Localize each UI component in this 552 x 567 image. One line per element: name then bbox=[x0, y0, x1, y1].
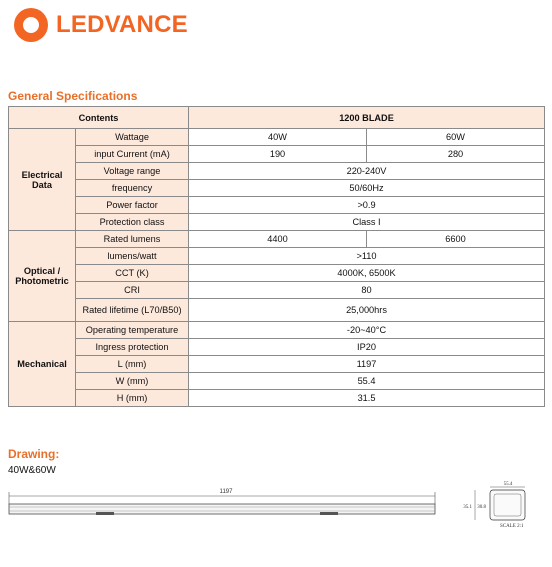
value-cell: 31.5 bbox=[189, 390, 545, 407]
ledvance-logo-text: LEDVANCE bbox=[56, 11, 188, 38]
table-row bbox=[9, 129, 545, 146]
param-label: W (mm) bbox=[76, 373, 189, 390]
value-cell: 4400 bbox=[189, 231, 367, 248]
param-label: Rated lumens bbox=[76, 231, 189, 248]
value-cell: -20~40°C bbox=[189, 322, 545, 339]
value-cell: 55.4 bbox=[189, 373, 545, 390]
table-row bbox=[9, 163, 545, 180]
table-row bbox=[9, 231, 545, 248]
table-row bbox=[9, 214, 545, 231]
section-mechanical: Mechanical bbox=[9, 322, 76, 407]
table-row bbox=[9, 265, 545, 282]
height-label: 35.1 bbox=[463, 505, 472, 510]
table-row bbox=[9, 390, 545, 407]
param-label: Protection class bbox=[76, 214, 189, 231]
section-optical: Optical / Photometric bbox=[9, 231, 76, 322]
value-cell: 80 bbox=[189, 282, 545, 299]
table-row bbox=[9, 197, 545, 214]
table-row bbox=[9, 282, 545, 299]
scale-label: SCALE 2:1 bbox=[500, 524, 524, 529]
value-cell: 4000K, 6500K bbox=[189, 265, 545, 282]
param-label: CCT (K) bbox=[76, 265, 189, 282]
value-cell: 60W bbox=[367, 129, 545, 146]
value-cell: IP20 bbox=[189, 339, 545, 356]
cross-section-profile bbox=[490, 490, 525, 520]
table-row bbox=[9, 146, 545, 163]
param-label: frequency bbox=[76, 180, 189, 197]
drawing-subtitle: 40W&60W bbox=[8, 465, 56, 476]
param-label: input Current (mA) bbox=[76, 146, 189, 163]
param-label: CRI bbox=[76, 282, 189, 299]
table-header-row bbox=[9, 107, 545, 129]
value-cell: 40W bbox=[189, 129, 367, 146]
value-cell: 190 bbox=[189, 146, 367, 163]
width-label: 55.4 bbox=[503, 482, 513, 487]
inner-height-label: 30.8 bbox=[477, 505, 486, 510]
table-row bbox=[9, 373, 545, 390]
mounting-clip bbox=[96, 512, 114, 515]
param-label: L (mm) bbox=[76, 356, 189, 373]
section-electrical: Electrical Data bbox=[9, 129, 76, 231]
table-row bbox=[9, 356, 545, 373]
drawing-title: Drawing: bbox=[8, 447, 60, 461]
value-cell: Class I bbox=[189, 214, 545, 231]
ledvance-logo bbox=[14, 8, 188, 42]
value-cell: >0.9 bbox=[189, 197, 545, 214]
value-cell: 25,000hrs bbox=[189, 299, 545, 322]
param-label: Voltage range bbox=[76, 163, 189, 180]
value-cell: 220-240V bbox=[189, 163, 545, 180]
value-cell: 280 bbox=[367, 146, 545, 163]
mounting-clip bbox=[320, 512, 338, 515]
param-label: Rated lifetime (L70/B50) bbox=[76, 299, 189, 322]
table-row bbox=[9, 248, 545, 265]
luminaire-body bbox=[9, 504, 435, 514]
param-label: lumens/watt bbox=[76, 248, 189, 265]
contents-header: Contents bbox=[9, 107, 189, 129]
general-specifications-title: General Specifications bbox=[8, 89, 138, 103]
table-row bbox=[9, 180, 545, 197]
param-label: Operating temperature bbox=[76, 322, 189, 339]
value-cell: 50/60Hz bbox=[189, 180, 545, 197]
length-label: 1197 bbox=[219, 489, 233, 495]
param-label: H (mm) bbox=[76, 390, 189, 407]
table-row bbox=[9, 322, 545, 339]
table-row bbox=[9, 299, 545, 322]
param-label: Wattage bbox=[76, 129, 189, 146]
param-label: Ingress protection bbox=[76, 339, 189, 356]
value-cell: >110 bbox=[189, 248, 545, 265]
value-cell: 6600 bbox=[367, 231, 545, 248]
param-label: Power factor bbox=[76, 197, 189, 214]
product-header: 1200 BLADE bbox=[189, 107, 545, 129]
technical-drawing bbox=[0, 478, 552, 538]
ledvance-logo-mark bbox=[14, 8, 48, 42]
table-row bbox=[9, 339, 545, 356]
value-cell: 1197 bbox=[189, 356, 545, 373]
spec-table bbox=[8, 106, 545, 407]
